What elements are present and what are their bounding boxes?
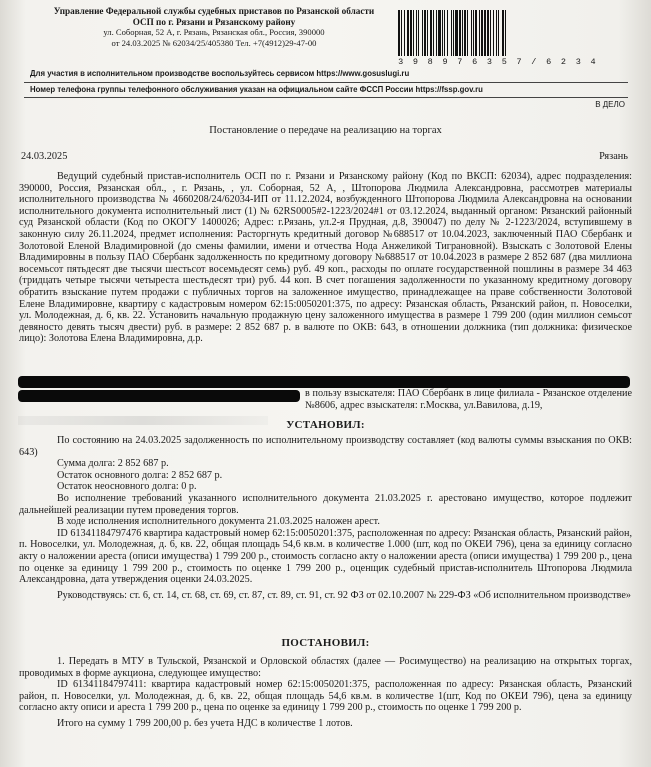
property-description: ID 61341184797476 квартира кадастровый номер 62:15:0050201:375, расположенная по адресу: Рязанская область, Рязанский район, п. Новоселки, ул. Молодежная, д. 6, кв. 22, общая площадь 54,6 кв.м. в количестве 1.000 (шт, код по ОКЕИ 796), цена за единицу согласно акту о наложении ареста (описи имущества) 1 799 200 р., стоимость согласно акту о наложении ареста (описи имущества) 1 799 200 р., цена по оценке за единицу 1 799 200 р., стоимость по оценке 1 799 200 р., оценщик судебный пристав-исполнитель Штопорова Людмила Александровна, дата утверждения оценки 24.03.2025. [19, 527, 632, 586]
resolved-item-1: 1. Передать в МТУ в Тульской, Рязанской и Орловской областях (далее — Росимущество) на реализацию на открытых торгах, проводимых в форме аукциона, следующее имущество: [19, 656, 632, 679]
org-reference: от 24.03.2025 № 62034/25/405380 Тел. +7(4912)29-47-00 [111, 37, 317, 48]
resolved-property: ID 61341184797411: квартира кадастровый номер 62:15:0050201:375, расположенная по адресу: Рязанская область, Рязанский район, п. Новоселки, ул. Молодежная, д. 6, кв. 22, общая площадь 54,6 кв.м. в количестве 1(шт, Код по ОКЕИ 796), цена за единицу согласно акту описи и ареста 1 799 200 р., цена по оценке за единицу 1 799 200 р., стоимость по оценке 1 799 200 р. [19, 679, 632, 714]
redaction-bar [18, 376, 630, 388]
resolved-block [19, 656, 632, 730]
document-date: 24.03.2025 [21, 151, 68, 162]
v-delo-mark: В ДЕЛО [595, 100, 625, 109]
guided-by: Руководствуясь: ст. 6, ст. 14, ст. 68, ст. 69, ст. 87, ст. 89, ст. 91, ст. 92 ФЗ от 02.10.2007 № 229-ФЗ «Об исполнительном производстве» [57, 589, 631, 601]
document-title: Постановление о передаче на реализацию на торгах [209, 125, 442, 136]
main-debt: Остаток основного долга: 2 852 687 р. [57, 469, 223, 481]
barcode-bar [505, 10, 507, 56]
divider [24, 82, 628, 83]
established-block [19, 435, 632, 601]
section-resolved-heading: ПОСТАНОВИЛ: [281, 637, 370, 649]
resolved-total: Итого на сумму 1 799 200,00 р. без учета НДС в количестве 1 лотов. [57, 717, 353, 729]
debt-intro: По состоянию на 24.03.2025 задолженность по исполнительному производству составляет (код валюты суммы взыскания по ОКВ: 643) [19, 435, 632, 458]
section-established-heading: УСТАНОВИЛ: [286, 419, 365, 431]
barcode [398, 10, 598, 56]
org-name: Управление Федеральной службы судебных приставов по Рязанской области [53, 6, 375, 16]
debt-sum: Сумма долга: 2 852 687 р. [57, 458, 169, 470]
arrest-text: Во исполнение требований указанного исполнительного документа 21.03.2025 г. арестовано имущество, которое подлежит дальнейшей реализации путем проведения торгов. [19, 492, 632, 516]
document-city: Рязань [599, 151, 628, 162]
org-department: ОСП по г. Рязани и Рязанскому району [132, 16, 296, 27]
notice-phone: Номер телефона группы телефонного обслуживания указан на официальном сайте ФССП России https://fssp.gov.ru [30, 85, 483, 94]
redaction-bar [18, 390, 300, 402]
document-header [28, 6, 400, 48]
barcode-number: 3 9 8 9 7 6 3 5 7 / 6 2 3 4 [398, 57, 598, 67]
notice-gosuslugi: Для участия в исполнительном производстве воспользуйтесь сервисом https://www.gosuslugi.ru [30, 69, 410, 78]
recipient-paragraph [305, 388, 632, 411]
intro-text: Ведущий судебный пристав-исполнитель ОСП по г. Рязани и Рязанскому району (Код по ВКСП: 62034), адрес подразделения: 390000, Россия, Рязанская обл., , г. Рязань, , ул. Соборная, 52 А, , Штопорова Людмила Александровна, рассмотрев материалы исполнительного производства № 4660208/24/62034-ИП от 11.12.2024, возбужденного Штопорова Людмила Александровна на основании исполнительного документа исполнительный лист (1) № 62RS0005#2-1223/2024#1 от 03.12.2024, выданный органом: Рязанский районный суд Рязанской области (Код по ОКОГУ 1400026; Адрес: г.Рязань, ул.2-я Прудная, д.8, 390047) по делу № 2-1223/2024, вступившему в законную силу 26.11.2024, предмет исполнения: Расторгнуть кредитный договор №688517 от 10.04.2023, заключенный ПАО Сбербанк и Золотовой Еленой Владимировной (до смены фамилии, имени и отчества Нода Анжеликой Тиграновной). Взыскать с Золотовой Елены Владимировны в пользу ПАО Сбербанк задолженность по кредитному договору №688517 от 10.04.2023 в размере 2 852 687 (два миллиона восемьсот пятьдесят две тысячи шестьсот восемьдесят семь) руб. 49 коп., расходы по оплате государственной пошлины в размере 34 463 (тридцать четыре тысячи четыреста шестьдесят три) руб. 44 коп. В счет погашения задолженности по указанному кредитному договору обратить взыскание путем продажи с публичных торгов на заложенное имущество, принадлежащее на праве собственности Золотовой Елене Владимировне, квартиру с кадастровым номером 62:15:0050201:375, по адресу: Рязанская область, Рязанский район, п. Новоселки, ул. Молодежная, д. 6, кв. 22. Установить начальную продажную цену заложенного имущества в размере 1 799 200 (один миллион семьсот девяносто девять тысяч двести) руб. в размере: 2 852 687 р. в валюте по ОКВ: 643, в отношении должника (тип должника: физическое лицо): Золотова Елена Владимировна, д.р. [19, 171, 632, 345]
recipient-text: в пользу взыскателя: ПАО Сбербанк в лице филиала - Рязанское отделение №8606, адрес взыскателя: г.Москва, ул.Вавилова, д.19, [305, 388, 632, 411]
non-main-debt: Остаток неосновного долга: 0 р. [57, 481, 197, 493]
divider [24, 97, 628, 98]
intro-paragraph [19, 171, 632, 345]
org-address: ул. Соборная, 52 А, г. Рязань, Рязанская обл., Россия, 390000 [103, 27, 325, 37]
arrest-imposed: В ходе исполнения исполнительного документа 21.03.2025 наложен арест. [57, 516, 380, 528]
